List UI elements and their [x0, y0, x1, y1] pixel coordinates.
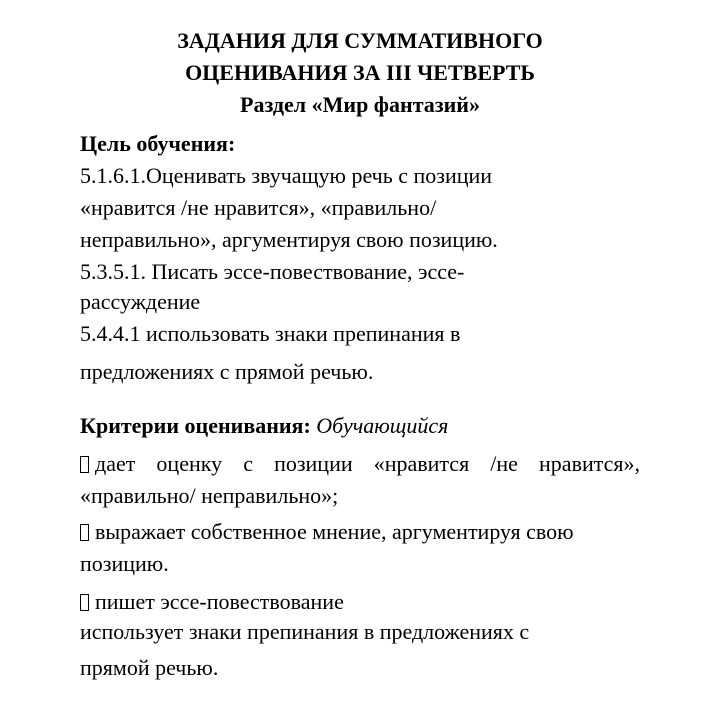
bullet-box-icon [80, 524, 89, 541]
criteria-item-3-text: пишет эссе-повествование [95, 589, 344, 614]
goal-heading: Цель обучения: [80, 131, 236, 156]
criteria-line-5: прямой речью. [80, 655, 219, 680]
criteria-item-1-line-1 [80, 449, 640, 479]
criteria-item-1-line-2: «правильно/ неправильно»; [80, 483, 339, 508]
criteria-item-1-text: дает оценку с позиции «нравится /не нравится», [95, 451, 640, 476]
goal-line-7: предложениях с прямой речью. [80, 359, 374, 384]
goal-line-4: 5.3.5.1. Писать эссе-повествование, эссе- [80, 259, 465, 284]
bullet-box-icon [80, 594, 89, 611]
criteria-item-3 [80, 587, 344, 617]
section-title: Раздел «Мир фантазий» [240, 92, 480, 117]
bullet-box-icon [80, 456, 89, 473]
title-line-1: ЗАДАНИЯ ДЛЯ СУММАТИВНОГО [177, 28, 543, 53]
goal-line-1: 5.1.6.1.Оценивать звучащую речь с позиции [80, 163, 493, 188]
criteria-line-4: использует знаки препинания в предложениях с [80, 619, 530, 644]
goal-line-3: неправильно», аргументируя свою позицию. [80, 227, 498, 252]
goal-line-6: 5.4.4.1 использовать знаки препинания в [80, 321, 461, 346]
criteria-subject: Обучающийся [316, 413, 449, 438]
title-line-2: ОЦЕНИВАНИЯ ЗА III ЧЕТВЕРТЬ [185, 60, 535, 85]
criteria-item-2-text: выражает собственное мнение, аргументируя свою [95, 519, 574, 544]
criteria-heading-row [80, 411, 448, 441]
goal-line-5: рассуждение [80, 289, 201, 314]
goal-line-2: «нравится /не нравится», «правильно/ [80, 195, 437, 220]
criteria-heading: Критерии оценивания: [80, 413, 311, 438]
criteria-item-2-line-2: позицию. [80, 551, 169, 576]
criteria-item-2-line-1 [80, 517, 574, 547]
